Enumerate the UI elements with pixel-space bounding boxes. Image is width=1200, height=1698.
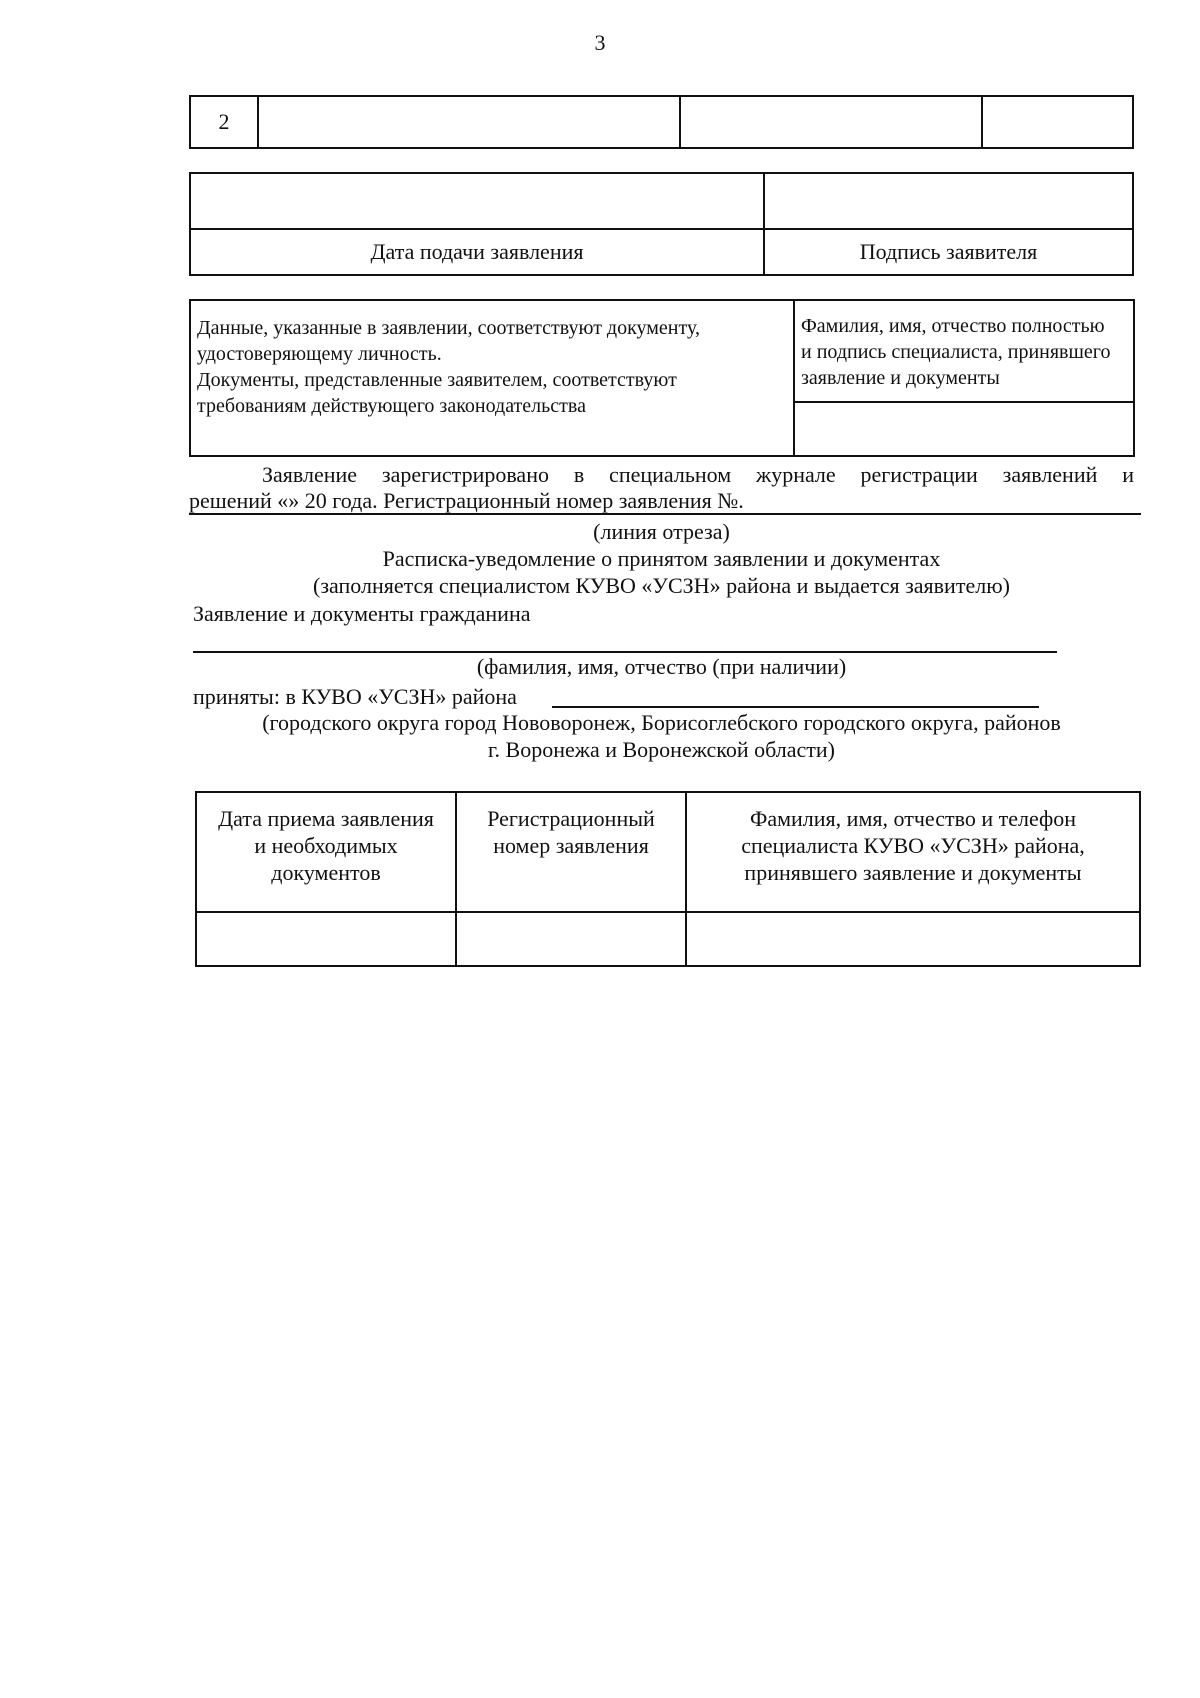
district-blank	[552, 706, 1039, 708]
verification-table	[189, 299, 1135, 457]
empty-cell	[258, 96, 680, 148]
receipt-regnum-header	[456, 792, 686, 912]
registration-line-2-wrapper	[189, 487, 1141, 515]
verification-line: Данные, указанные в заявлении, соответствуют документу,	[197, 317, 700, 339]
signature-input-cell	[764, 173, 1133, 229]
empty-cell	[982, 96, 1133, 148]
receipt-specialist-header	[686, 792, 1140, 912]
district-caption-1: (городского округа город Нововоронеж, Борисоглебского городского округа, районов	[262, 710, 1061, 735]
header-line: Дата приема заявления	[218, 806, 434, 831]
receipt-date-header	[196, 792, 456, 912]
receipt-specialist-cell	[686, 912, 1140, 966]
verification-line: требованиям действующего законодательства	[197, 395, 586, 417]
receipt-title: Расписка-уведомление о принятом заявлении и документах	[382, 546, 941, 571]
specialist-line: и подпись специалиста, принявшего	[801, 341, 1111, 363]
header-line: специалиста КУВО «УСЗН» района,	[741, 833, 1085, 858]
registration-line-2: решений «» 20 года. Регистрационный номер заявления №.	[189, 488, 744, 513]
accepted-line: приняты: в КУВО «УСЗН» района	[193, 684, 517, 709]
specialist-line: Фамилия, имя, отчество полностью	[801, 315, 1105, 337]
district-caption-2: г. Воронежа и Воронежской области)	[488, 737, 835, 762]
verification-line: удостоверяющему личность.	[197, 343, 442, 365]
receipt-subtitle: (заполняется специалистом КУВО «УСЗН» района и выдается заявителю)	[313, 573, 1010, 598]
applicant-line: Заявление и документы гражданина	[193, 601, 531, 626]
signature-label: Подпись заявителя	[764, 229, 1133, 275]
date-signature-table	[189, 172, 1134, 276]
header-line: Фамилия, имя, отчество и телефон	[749, 806, 1077, 831]
receipt-table	[195, 791, 1141, 967]
verification-text-cell	[190, 300, 794, 456]
receipt-regnum-cell	[456, 912, 686, 966]
header-line: принявшего заявление и документы	[744, 860, 1082, 885]
date-label: Дата подачи заявления	[190, 229, 764, 275]
header-line: и необходимых	[254, 833, 398, 858]
header-line: Регистрационный	[487, 806, 655, 831]
receipt-date-cell	[196, 912, 456, 966]
specialist-label-cell	[794, 300, 1134, 402]
date-input-cell	[190, 173, 764, 229]
row-number-cell: 2	[190, 96, 258, 148]
specialist-line: заявление и документы	[801, 367, 1000, 389]
header-line: номер заявления	[493, 833, 649, 858]
verification-line: Документы, представленные заявителем, соответствуют	[197, 369, 677, 391]
registration-line-1: Заявление зарегистрировано в специальном журнале регистрации заявлений и	[262, 462, 1134, 487]
empty-cell	[680, 96, 982, 148]
fio-caption: (фамилия, имя, отчество (при наличии)	[476, 654, 847, 679]
header-line: документов	[271, 860, 381, 885]
cut-line-caption: (линия отреза)	[593, 519, 730, 544]
specialist-signature-cell	[794, 402, 1134, 456]
top-row-table	[189, 95, 1134, 149]
page-number: 3	[594, 30, 606, 55]
